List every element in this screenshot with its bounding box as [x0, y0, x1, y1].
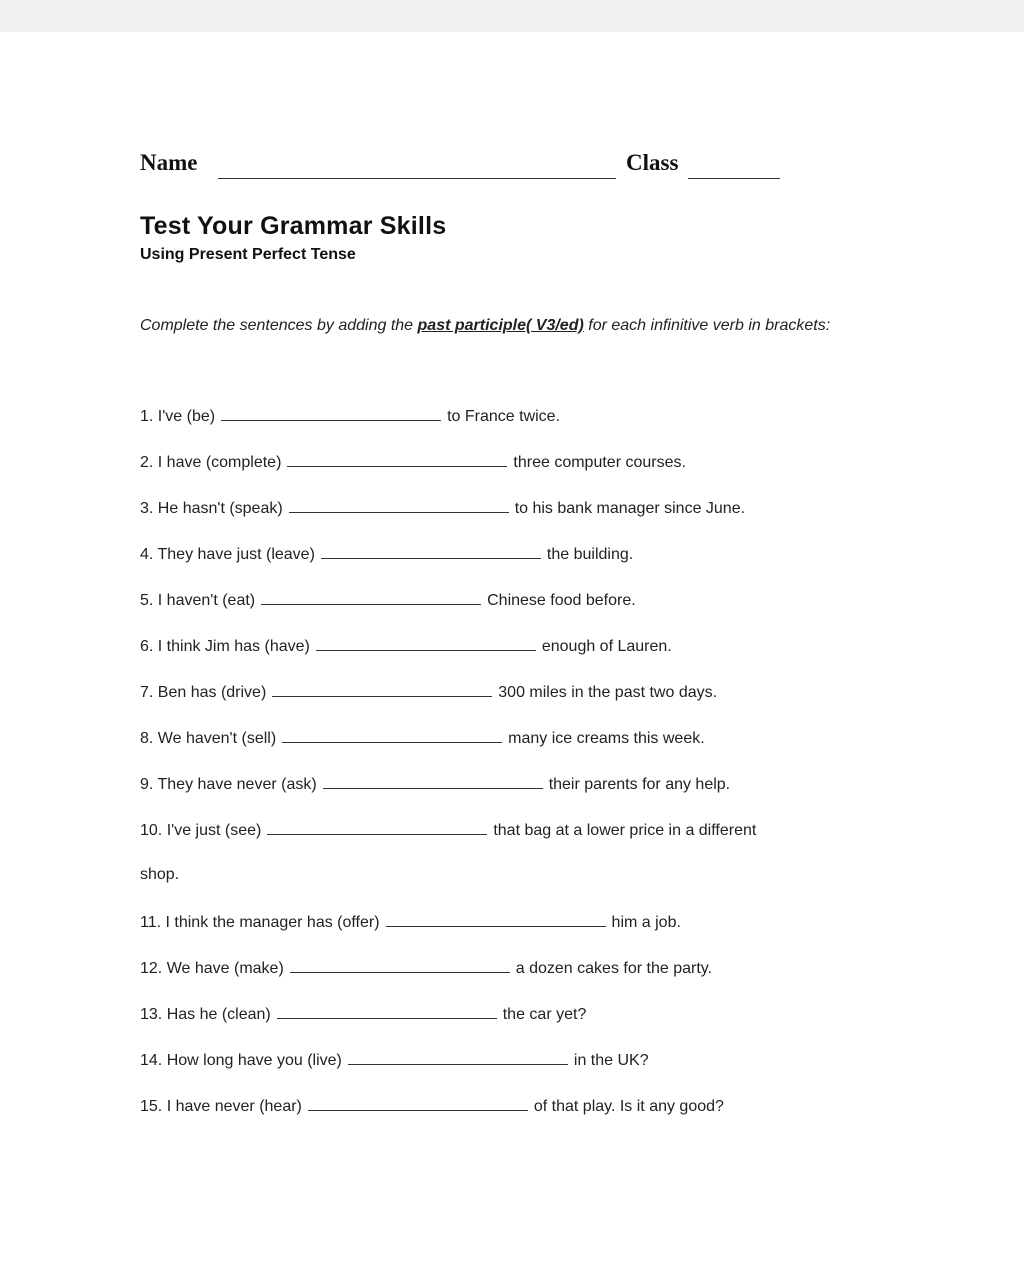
question-prompt: 14. How long have you (live): [140, 1052, 342, 1069]
worksheet-subtitle: Using Present Perfect Tense: [140, 246, 356, 263]
worksheet-title: Test Your Grammar Skills: [140, 212, 447, 240]
question-rest: of that play. Is it any good?: [533, 1098, 724, 1115]
question-item: [140, 774, 730, 802]
answer-blank[interactable]: [348, 1050, 568, 1065]
instruction-text-after: for each infinitive verb in brackets:: [588, 317, 831, 334]
question-rest: to France twice.: [447, 408, 561, 425]
name-label: Name: [140, 150, 198, 175]
answer-blank[interactable]: [289, 498, 509, 513]
answer-blank[interactable]: [321, 544, 541, 559]
question-item: [140, 682, 717, 710]
question-prompt: 9. They have never (ask): [140, 776, 317, 793]
question-prompt: 4. They have just (leave): [140, 546, 315, 563]
question-item: [140, 728, 705, 756]
answer-blank[interactable]: [221, 406, 441, 421]
question-item: [140, 498, 745, 526]
question-rest: a dozen cakes for the party.: [515, 960, 713, 977]
question-item: [140, 590, 636, 618]
instruction-text-before: Complete the sentences by adding the: [140, 317, 414, 334]
answer-blank[interactable]: [287, 452, 507, 467]
answer-blank[interactable]: [290, 958, 510, 973]
question-item: [140, 958, 712, 986]
question-rest: to his bank manager since June.: [514, 500, 746, 517]
question-rest: that bag at a lower price in a different: [493, 822, 757, 839]
question-continuation: shop.: [140, 866, 180, 883]
class-field[interactable]: [688, 178, 780, 179]
answer-blank[interactable]: [277, 1004, 497, 1019]
worksheet-page: [0, 32, 1024, 1282]
question-rest: Chinese food before.: [487, 592, 636, 609]
question-item: [140, 636, 672, 664]
answer-blank[interactable]: [323, 774, 543, 789]
question-item: [140, 1096, 724, 1124]
question-rest: 300 miles in the past two days.: [498, 684, 718, 701]
question-prompt: 13. Has he (clean): [140, 1006, 271, 1023]
answer-blank[interactable]: [267, 820, 487, 835]
question-prompt: 7. Ben has (drive): [140, 684, 267, 701]
question-prompt: 5. I haven't (eat): [140, 592, 256, 609]
answer-blank[interactable]: [316, 636, 536, 651]
question-item: [140, 1050, 649, 1078]
question-item: [140, 406, 560, 434]
class-label: Class: [626, 150, 679, 175]
question-item: [140, 1004, 586, 1032]
answer-blank[interactable]: [282, 728, 502, 743]
question-prompt: 2. I have (complete): [140, 454, 282, 471]
top-bar: [0, 0, 1024, 32]
question-item: [140, 912, 681, 940]
question-rest: the car yet?: [502, 1006, 587, 1023]
question-rest: the building.: [546, 546, 634, 563]
answer-blank[interactable]: [308, 1096, 528, 1111]
question-rest: three computer courses.: [513, 454, 686, 471]
question-rest: their parents for any help.: [548, 776, 731, 793]
question-prompt: 11. I think the manager has (offer): [140, 914, 380, 931]
question-rest: in the UK?: [573, 1052, 649, 1069]
question-prompt: 10. I've just (see): [140, 822, 262, 839]
question-rest: him a job.: [611, 914, 681, 931]
instruction-emphasis: past participle( V3/ed): [417, 317, 584, 334]
name-field[interactable]: [218, 178, 616, 179]
answer-blank[interactable]: [272, 682, 492, 697]
instructions: [140, 304, 870, 348]
name-class-row: [140, 150, 840, 184]
question-rest: enough of Lauren.: [541, 638, 672, 655]
question-prompt: 15. I have never (hear): [140, 1098, 302, 1115]
question-rest: many ice creams this week.: [508, 730, 705, 747]
question-prompt: 1. I've (be): [140, 408, 216, 425]
answer-blank[interactable]: [261, 590, 481, 605]
answer-blank[interactable]: [386, 912, 606, 927]
question-prompt: 6. I think Jim has (have): [140, 638, 310, 655]
question-item: [140, 544, 633, 572]
question-prompt: 8. We haven't (sell): [140, 730, 277, 747]
question-prompt: 3. He hasn't (speak): [140, 500, 283, 517]
question-prompt: 12. We have (make): [140, 960, 284, 977]
question-item: [140, 820, 756, 848]
question-item: [140, 452, 686, 480]
